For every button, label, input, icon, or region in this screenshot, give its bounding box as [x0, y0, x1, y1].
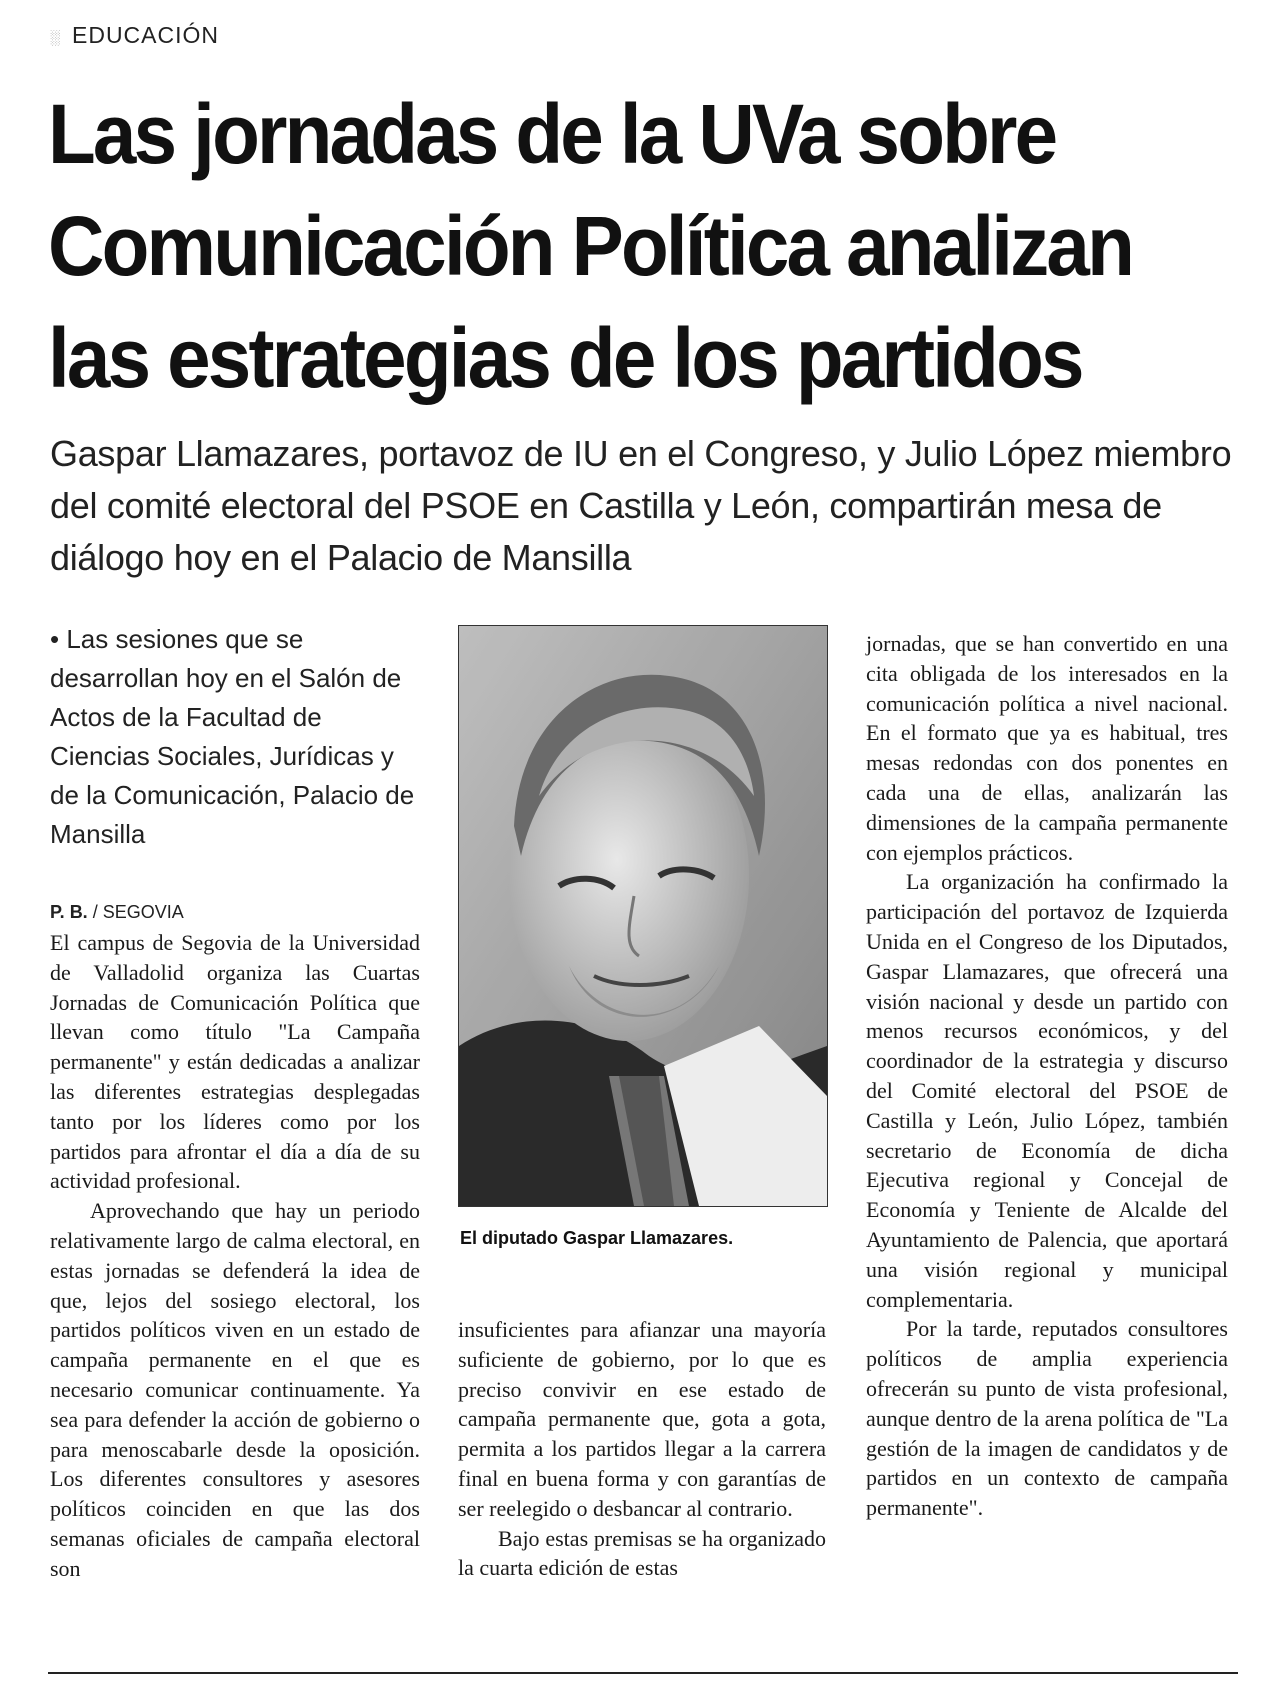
byline — [50, 902, 184, 923]
portrait-illustration — [459, 626, 827, 1206]
column2-paragraph-1: insuficientes para afianzar una mayoría suficiente de gobierno, por lo que es preciso convivir en ese estado de campaña permanente que, gota a gota, permita a los partidos llegar a la carrera final en buena forma y con garantías de ser reelegido o desbancar al contrario. — [458, 1317, 826, 1521]
column3-paragraph-3: Por la tarde, reputados consultores políticos de amplia experiencia ofrecerán su punto de vista profesional, aunque dentro de la arena política de "La gestión de la imagen de candidatos y de partidos en un contexto de campaña permanente". — [866, 1316, 1228, 1521]
byline-author: P. B. — [50, 902, 88, 922]
section-dots-icon: ░ — [50, 28, 61, 45]
subheadline: Gaspar Llamazares, portavoz de IU en el Congreso, y Julio López miembro del comité electoral del PSOE en Castilla y León, compartirán mesa de diálogo hoy en el Palacio de Mansilla — [50, 433, 1232, 578]
column1-paragraph-2: Aprovechando que hay un periodo relativamente largo de calma electoral, en estas jornadas se defenderá la idea de que, lejos del sosiego electoral, los partidos políticos viven en un estado de campaña permanente en el que es necesario comunicar continuamente. Ya sea para defender la acción de gobierno o para menoscabarle desde la oposición. Los diferentes consultores y asesores políticos coinciden en que las dos semanas oficiales de campaña electoral son — [50, 1198, 420, 1581]
lead-summary: • Las sesiones que se desarrollan hoy en el Salón de Actos de la Facultad de Ciencias Sociales, Jurídicas y de la Comunicación, Palacio de Mansilla — [50, 624, 415, 849]
portrait-photo — [458, 625, 828, 1207]
column1-paragraph-1: El campus de Segovia de la Universidad de Valladolid organiza las Cuartas Jornadas de Comunicación Política que llevan como título "La Campaña permanente" y están dedicadas a analizar las diferentes estrategias desplegadas tanto por los líderes como por los partidos para afrontar el día a día de su actividad profesional. — [50, 930, 420, 1194]
column3-paragraph-2: La organización ha confirmado la participación del portavoz de Izquierda Unida en el Congreso de los Diputados, Gaspar Llamazares, que ofrecerá una visión nacional y desde un partido con menos recursos económicos, y del coordinador de la estrategia y discurso del Comité electoral del PSOE de Castilla y León, Julio López, también secretario de Economía de dicha Ejecutiva regional y Concejal de Economía y Teniente de Alcalde del Ayuntamiento de Palencia, que aportará una visión regional y municipal complementaria. — [866, 869, 1228, 1312]
section-text: EDUCACIÓN — [72, 22, 220, 48]
article-column-1 — [50, 928, 420, 1584]
section-label — [50, 22, 219, 49]
bottom-rule — [48, 1672, 1238, 1674]
headline: Las jornadas de la UVa sobre Comunicación Política analizan las estrategias de los partidos — [48, 87, 1133, 405]
article-column-3 — [866, 629, 1228, 1523]
column3-paragraph-1: jornadas, que se han convertido en una cita obligada de los interesados en la comunicación política a nivel nacional. En el formato que ya es habitual, tres mesas redondas con dos ponentes en cada una de ellas, analizarán las dimensiones de la campaña permanente con ejemplos prácticos. — [866, 631, 1228, 865]
article-column-2 — [458, 1315, 826, 1583]
byline-location: / SEGOVIA — [87, 902, 184, 922]
photo-caption: El diputado Gaspar Llamazares. — [460, 1228, 734, 1248]
column2-paragraph-2: Bajo estas premisas se ha organizado la cuarta edición de estas — [458, 1525, 826, 1581]
